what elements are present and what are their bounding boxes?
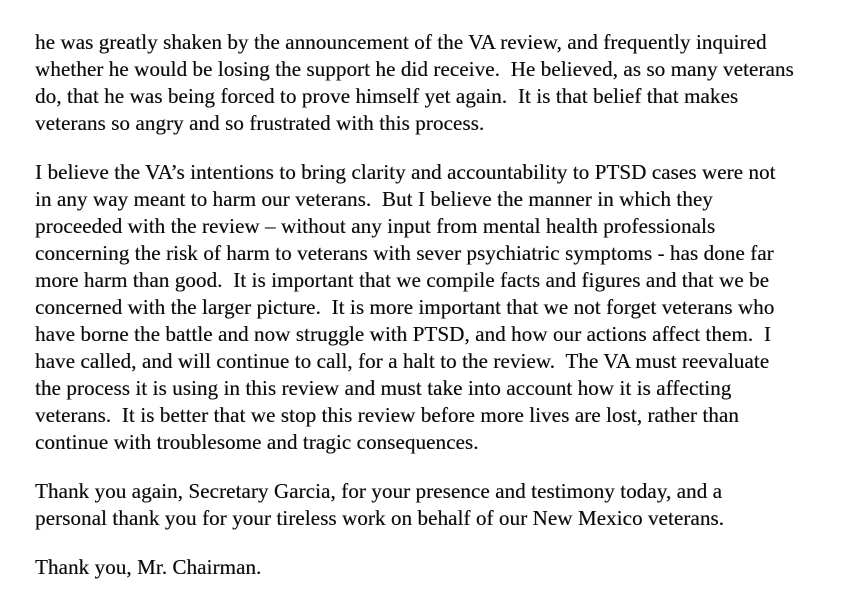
text-line: I believe the VA’s intentions to bring clarity and accountability to PTSD cases were not — [35, 160, 776, 184]
text-line: continue with troublesome and tragic consequences. — [35, 430, 479, 454]
text-line: veterans so angry and so frustrated with this process. — [35, 111, 485, 135]
text-line: have called, and will continue to call, for a halt to the review. The VA must reevaluate — [35, 349, 770, 373]
text-line: personal thank you for your tireless work on behalf of our New Mexico veterans. — [35, 506, 725, 530]
text-line: have borne the battle and now struggle with PTSD, and how our actions affect them. I — [35, 322, 771, 346]
text-line: concerning the risk of harm to veterans with sever psychiatric symptoms - has done far — [35, 241, 774, 265]
text-line: proceeded with the review – without any input from mental health professionals — [35, 214, 716, 238]
text-line: do, that he was being forced to prove himself yet again. It is that belief that makes — [35, 84, 739, 108]
text-line: veterans. It is better that we stop this review before more lives are lost, rather than — [35, 403, 739, 427]
text-line: in any way meant to harm our veterans. But I believe the manner in which they — [35, 187, 713, 211]
text-line: the process it is using in this review and must take into account how it is affecting — [35, 376, 732, 400]
paragraph-va-review-reaction — [35, 29, 833, 137]
text-line: Thank you again, Secretary Garcia, for your presence and testimony today, and a — [35, 479, 723, 503]
text-line: Thank you, Mr. Chairman. — [35, 555, 262, 579]
text-line: whether he would be losing the support he did receive. He believed, as so many veterans — [35, 57, 794, 81]
paragraph-va-intentions — [35, 159, 833, 456]
paragraph-thanks-chairman — [35, 554, 833, 581]
paragraph-thanks-secretary — [35, 478, 833, 532]
text-line: he was greatly shaken by the announcement of the VA review, and frequently inquired — [35, 30, 767, 54]
text-line: concerned with the larger picture. It is more important that we not forget veterans who — [35, 295, 775, 319]
text-line: more harm than good. It is important that we compile facts and figures and that we be — [35, 268, 770, 292]
